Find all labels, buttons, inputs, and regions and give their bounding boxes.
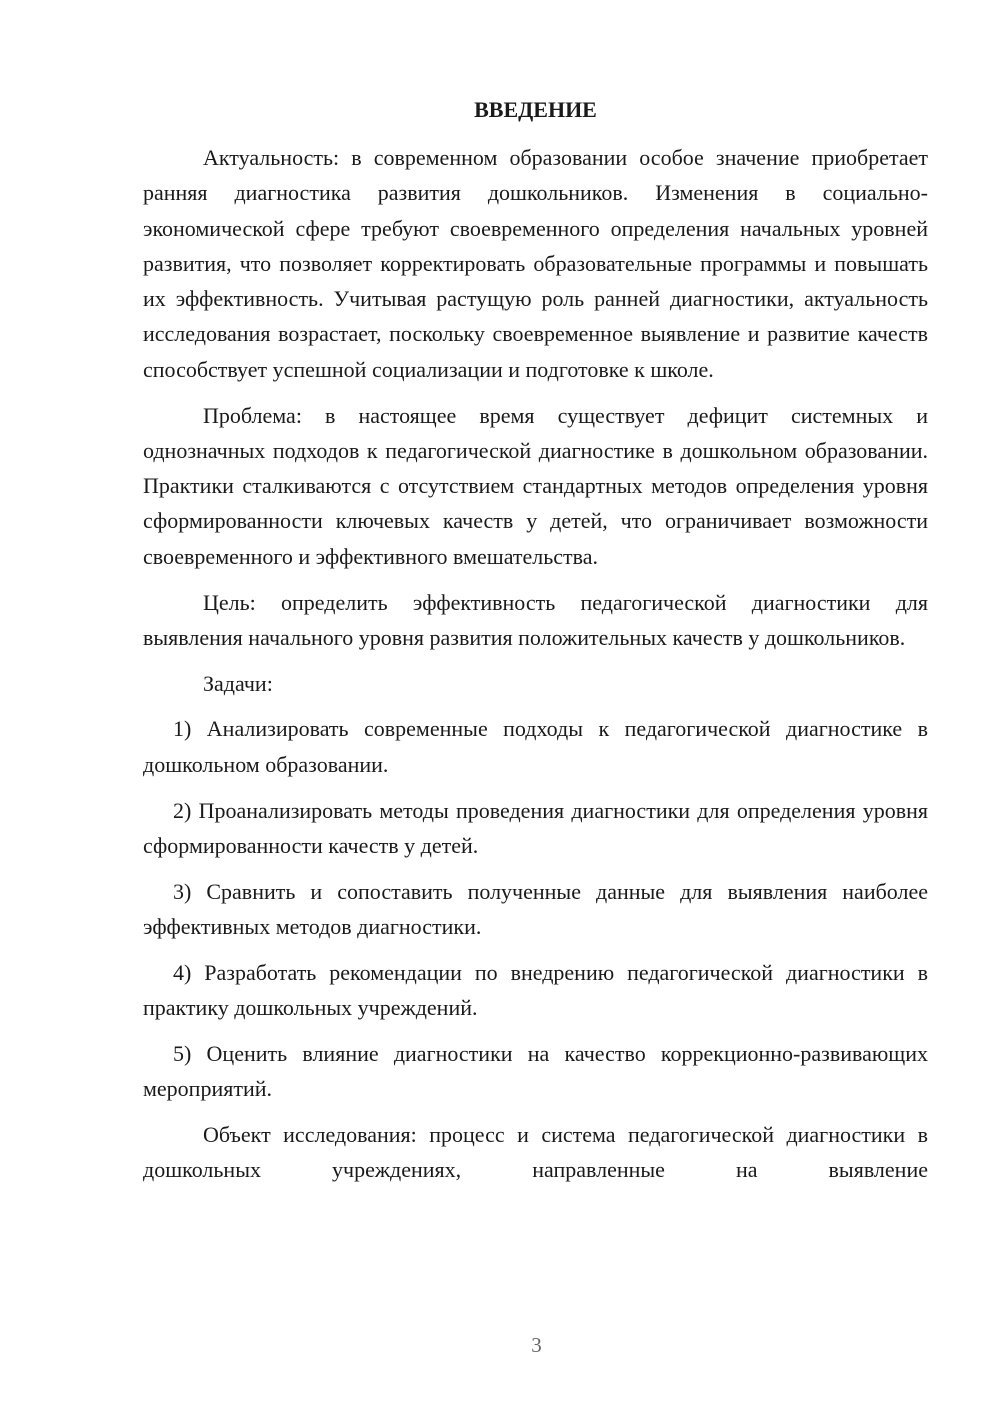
- page-content: [143, 92, 928, 1198]
- object-paragraph: Объект исследования: процесс и система педагогической диагностики в дошкольных учреждениях, направленные на выявление: [143, 1121, 928, 1183]
- relevance-paragraph: Актуальность: в современном образовании особое значение приобретает ранняя диагностика развития дошкольников. Изменения в социально-экономической сфере требуют своевременного определения начальных уровней развития, что позволяет корректировать образовательные программы и повышать их эффективность. Учитывая растущую роль ранней диагностики, актуальность исследования возрастает, поскольку своевременное выявление и развитие качеств способствует успешной социализации и подготовке к школе.: [143, 145, 928, 382]
- tasks-heading: Задачи:: [203, 670, 273, 696]
- goal-paragraph: Цель: определить эффективность педагогической диагностики для выявления начального уровня развития положительных качеств у дошкольников.: [143, 589, 928, 650]
- task-item: 4) Разработать рекомендации по внедрению педагогической диагностики в практику дошкольных учреждений.: [143, 959, 928, 1021]
- page-number: 3: [531, 1333, 542, 1357]
- task-item: 5) Оценить влияние диагностики на качество коррекционно-развивающих мероприятий.: [143, 1040, 928, 1102]
- problem-paragraph: Проблема: в настоящее время существует дефицит системных и однозначных подходов к педагогической диагностике в дошкольном образовании. Практики сталкиваются с отсутствием стандартных методов определения уровня сформированности ключевых качеств у детей, что ограничивает возможности своевременного и эффективного вмешательства.: [143, 402, 928, 569]
- page-title: ВВЕДЕНИЕ: [474, 97, 597, 122]
- task-item: 3) Сравнить и сопоставить полученные данные для выявления наиболее эффективных методов диагностики.: [143, 878, 928, 939]
- task-item: 1) Анализировать современные подходы к педагогической диагностике в дошкольном образовании.: [143, 716, 928, 777]
- task-item: 2) Проанализировать методы проведения диагностики для определения уровня сформированности качеств у детей.: [143, 797, 928, 858]
